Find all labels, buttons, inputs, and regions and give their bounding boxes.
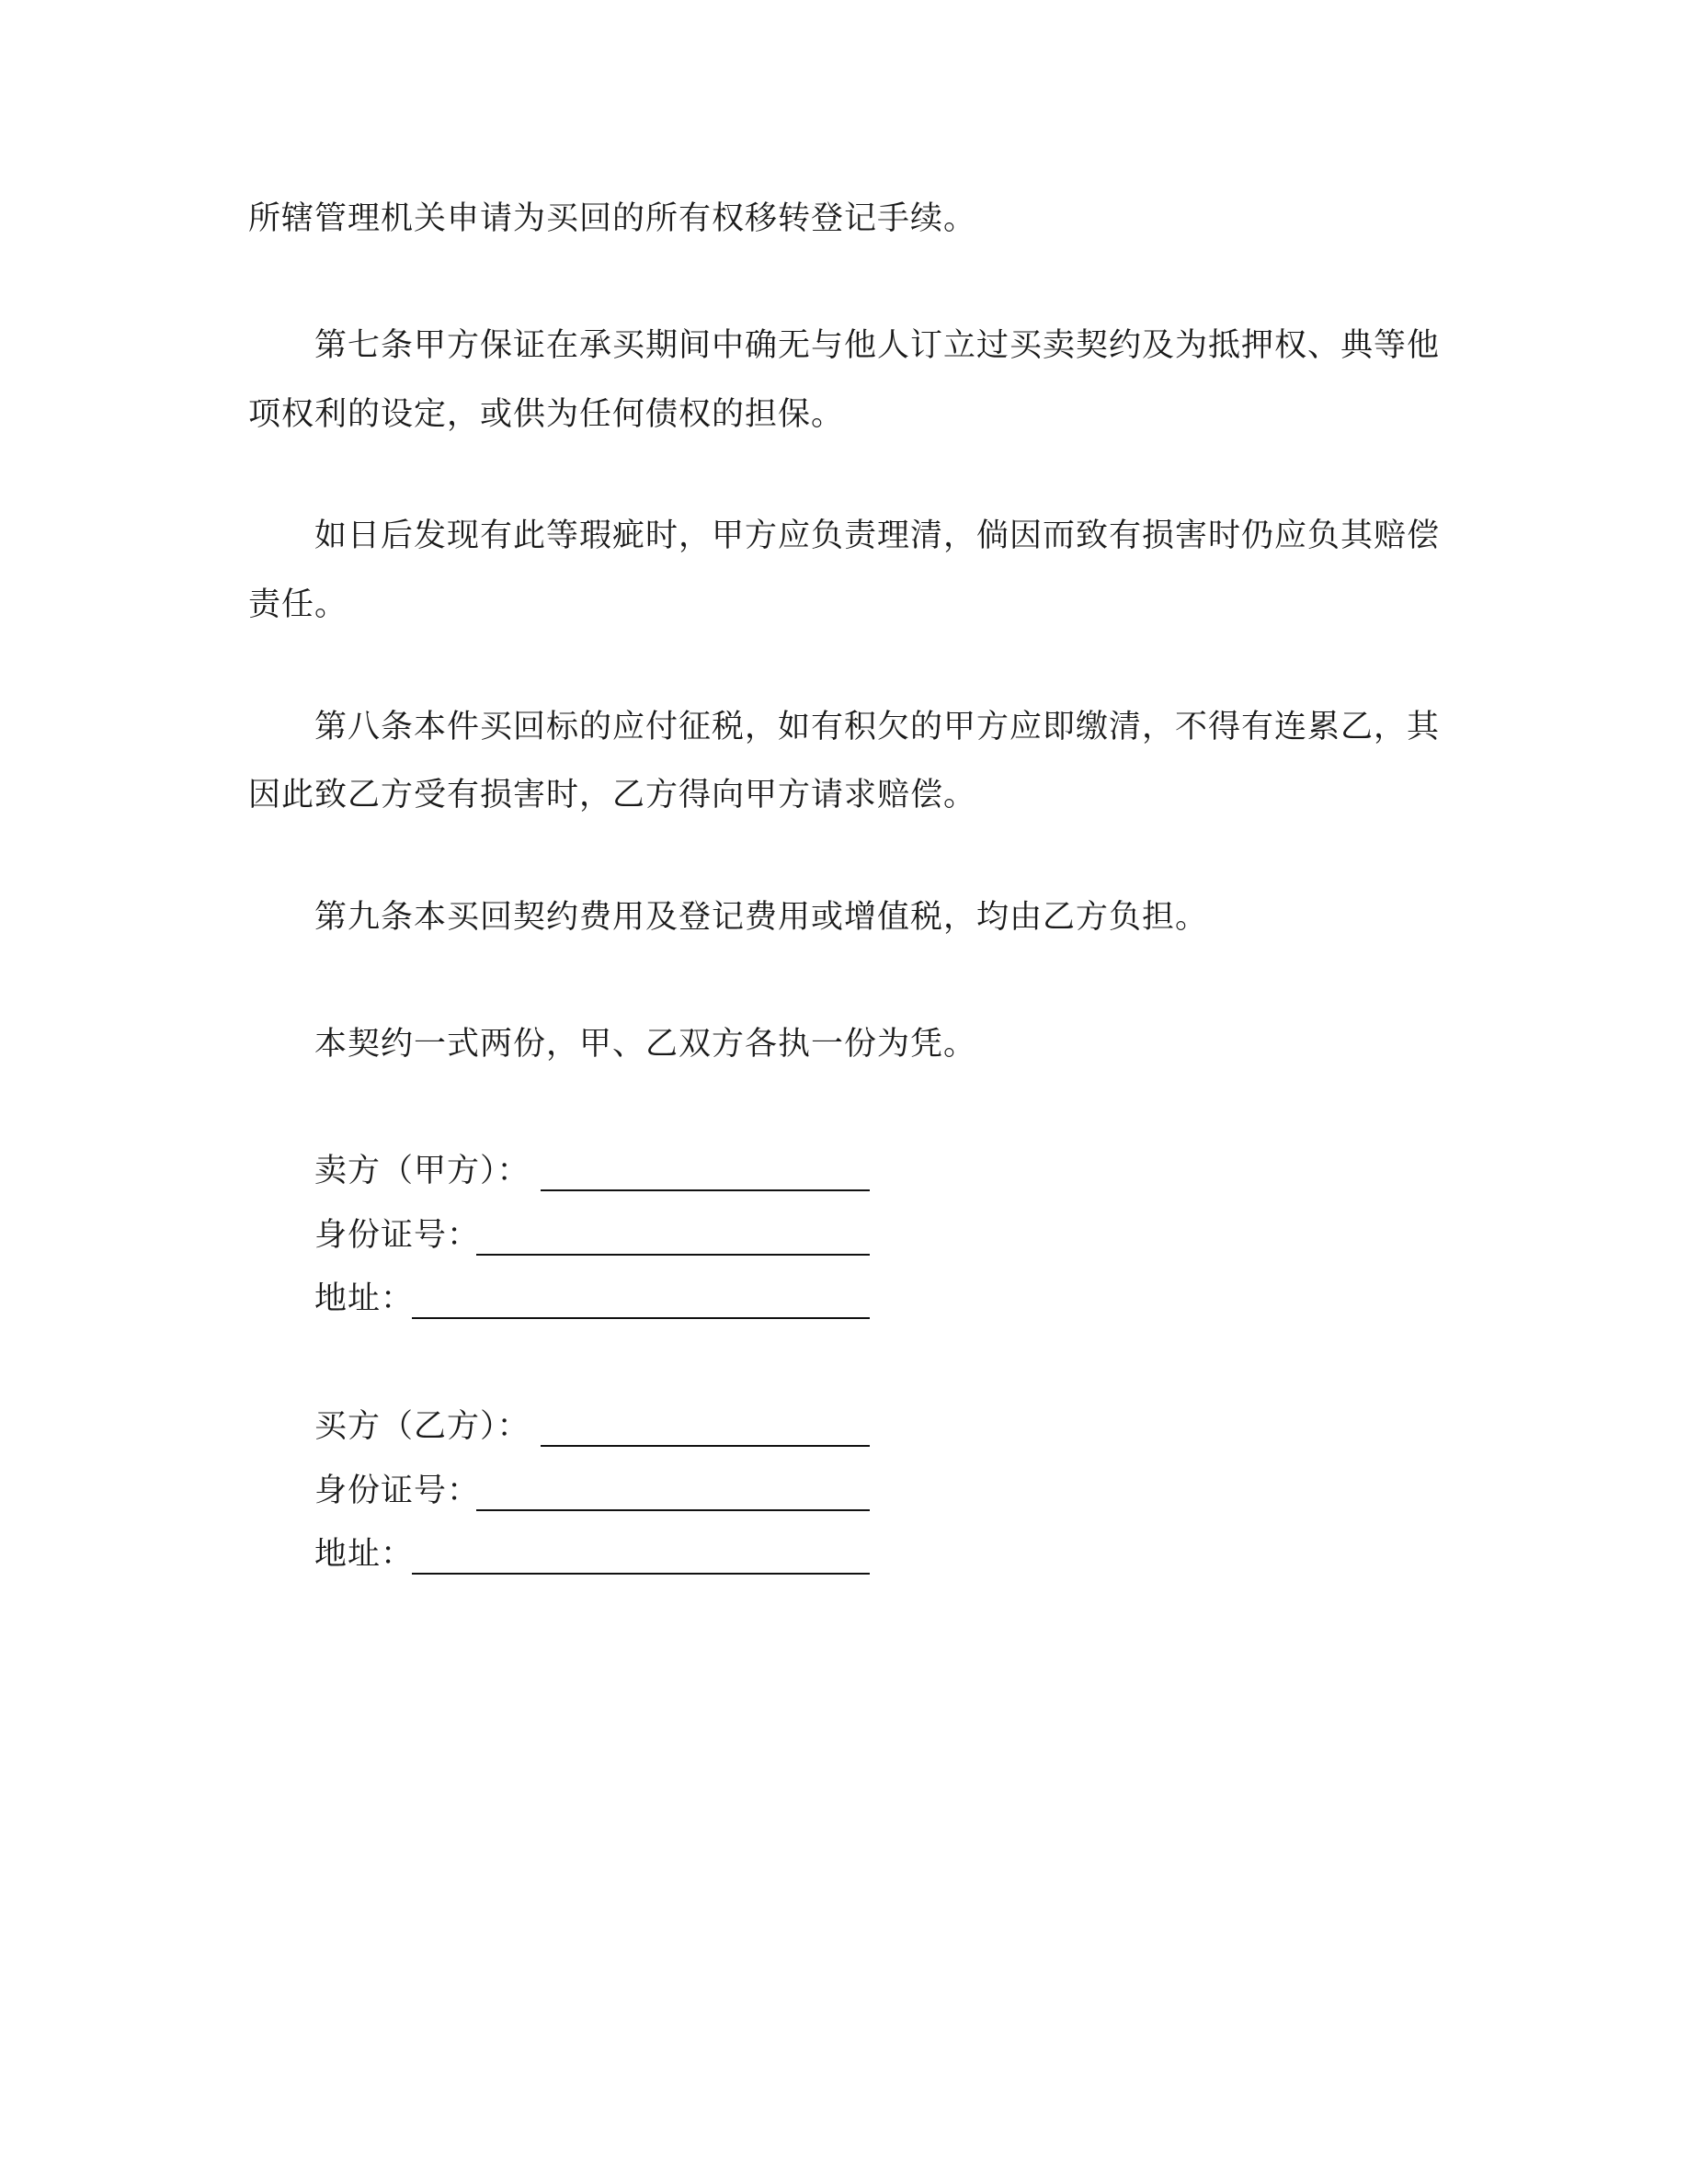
article-7-line-1: 第七条甲方保证在承买期间中确无与他人订立过买卖契约及为抵押权、典等他 [314, 327, 1441, 364]
article-7-line-2: 项权利的设定，或供为任何债权的担保。 [248, 396, 845, 433]
paragraph-continuation: 所辖管理机关申请为买回的所有权移转登记手续。 [248, 200, 977, 237]
seller-name-line[interactable] [541, 1189, 870, 1191]
article-9-line-1: 第九条本买回契约费用及登记费用或增值税，均由乙方负担。 [314, 899, 1209, 936]
copies-clause: 本契约一式两份，甲、乙双方各执一份为凭。 [314, 1026, 977, 1063]
article-8-line-2: 因此致乙方受有损害时，乙方得向甲方请求赔偿。 [248, 777, 977, 813]
buyer-id-line[interactable] [476, 1509, 870, 1511]
seller-address-line[interactable] [412, 1317, 870, 1319]
seller-id-label: 身份证号： [314, 1217, 481, 1254]
buyer-address-label: 地址： [314, 1536, 415, 1573]
buyer-name-line[interactable] [541, 1445, 870, 1447]
defect-clause-line-1: 如日后发现有此等瑕疵时，甲方应负责理清，倘因而致有损害时仍应负其赔偿 [314, 518, 1441, 554]
defect-clause-line-2: 责任。 [248, 586, 348, 623]
seller-address-label: 地址： [314, 1280, 415, 1317]
buyer-id-label: 身份证号： [314, 1473, 481, 1509]
article-8-line-1: 第八条本件买回标的应付征税，如有积欠的甲方应即缴清，不得有连累乙，其 [314, 709, 1441, 745]
buyer-name-label: 买方（乙方）： [314, 1408, 530, 1445]
seller-name-label: 卖方（甲方）： [314, 1153, 530, 1189]
seller-id-line[interactable] [476, 1254, 870, 1256]
buyer-address-line[interactable] [412, 1573, 870, 1575]
